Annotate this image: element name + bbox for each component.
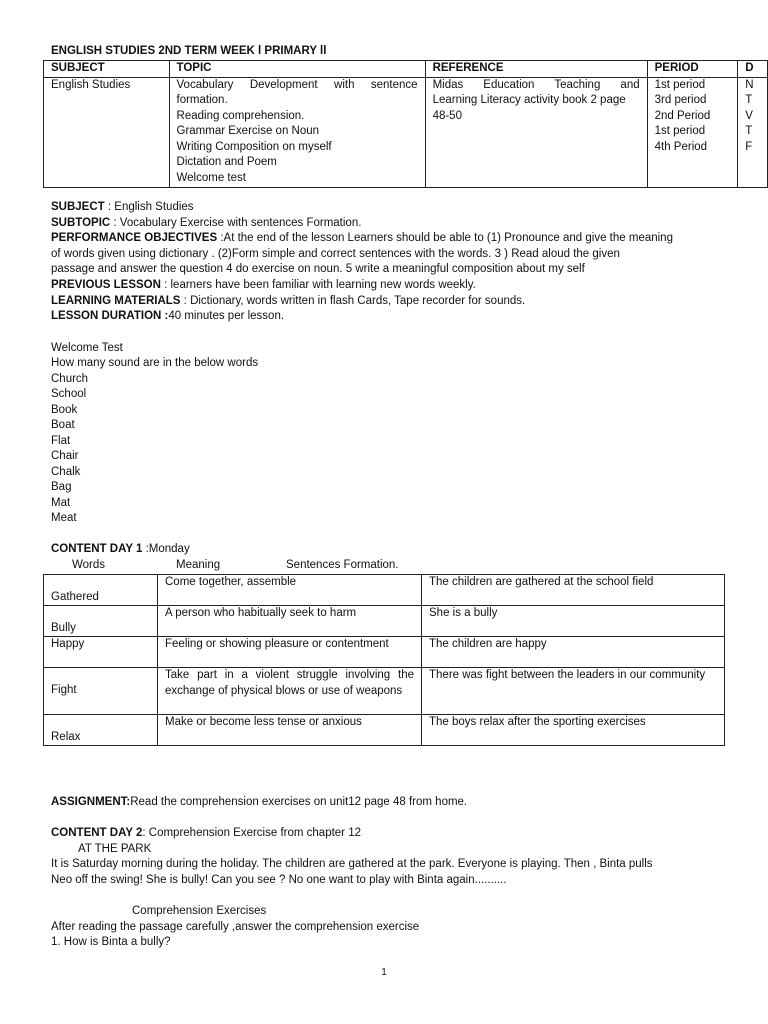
topic-line: Writing Composition on myself [176,140,332,153]
table-row [44,715,725,746]
objectives-text: passage and answer the question 4 do exercise on noun. 5 write a meaningful composition about my self [51,263,585,275]
day2-value: : Comprehension Exercise from chapter 12 [142,827,361,839]
day2-heading [51,826,361,842]
passage-text: It is Saturday morning during the holiday. The children are gathered at the park. Everyone is playing. Then , Binta pulls [51,858,653,870]
vocab-word: Relax [44,715,158,746]
objectives-line [51,231,673,247]
plan-period-cell [647,77,738,187]
objectives-label: PERFORMANCE OBJECTIVES [51,232,218,244]
subject-label: SUBJECT [51,201,105,213]
vocabulary-table [43,574,725,746]
day-line: V [745,109,753,122]
vocab-word: Gathered [44,575,158,606]
previous-lesson-line [51,278,476,294]
subtopic-value: : Vocabulary Exercise with sentences Formation. [110,217,362,229]
duration-line [51,309,284,325]
day1-value: :Monday [142,543,190,555]
exercise-question: 1. How is Binta a bully? [51,936,171,948]
duration-value: 40 minutes per lesson. [168,310,285,322]
vocab-word: Happy [44,637,158,668]
day1-label: CONTENT DAY 1 [51,543,143,555]
day1-heading [51,542,190,558]
reference-line: Midas Education Teaching and [432,78,640,91]
subject-value: : English Studies [104,201,194,213]
reference-line: 48-50 [432,109,462,122]
table-row [44,668,725,715]
previous-lesson-label: PREVIOUS LESSON [51,279,161,291]
plan-header-reference: REFERENCE [425,61,647,78]
passage-text: Neo off the swing! She is bully! Can you see ? No one want to play with Binta again.......... [51,874,507,886]
period-line: 1st period [654,78,706,91]
vocab-meaning: Come together, assemble [158,575,422,606]
topic-line: Dictation and Poem [176,156,277,168]
plan-topic-cell [169,77,425,187]
welcome-word: Flat [51,435,71,447]
vocab-word: Bully [44,606,158,637]
vocab-sentence: There was fight between the leaders in our community [422,668,725,715]
materials-label: LEARNING MATERIALS [51,295,181,307]
topic-line: Reading comprehension. [176,109,305,122]
objectives-text: :At the end of the lesson Learners should be able to (1) Pronounce and give the meaning [217,232,673,244]
subtopic-label: SUBTOPIC [51,217,111,229]
col-words-heading: Words [72,559,106,571]
day2-label: CONTENT DAY 2 [51,827,143,839]
welcome-word: Chalk [51,466,81,478]
day-line: F [745,140,753,153]
vocab-sentence: She is a bully [422,606,725,637]
welcome-word: Book [51,404,78,416]
welcome-word: Mat [51,497,71,509]
materials-value: : Dictionary, words written in flash Cards, Tape recorder for sounds. [180,295,526,307]
plan-subject: English Studies [51,78,131,91]
period-line: 4th Period [654,140,708,153]
welcome-word: School [51,388,87,400]
subtopic-line [51,216,361,232]
plan-day-cell [738,77,768,187]
welcome-word: Meat [51,512,77,524]
col-meaning-heading: Meaning [176,559,221,571]
objectives-text: of words given using dictionary . (2)Form simple and correct sentences with the words. 3 ) Read aloud the given [51,248,620,260]
vocab-sentence: The children are gathered at the school field [422,575,725,606]
day-line: N [745,78,754,91]
period-line: 2nd Period [654,109,711,122]
vocab-meaning: Feeling or showing pleasure or contentment [158,637,422,668]
day-line: T [745,125,753,137]
welcome-word: Church [51,373,89,385]
table-row [44,606,725,637]
vocab-sentence: The boys relax after the sporting exercises [422,715,725,746]
plan-header-subject: SUBJECT [44,61,170,78]
document-title: ENGLISH STUDIES 2ND TERM WEEK l PRIMARY ll [51,45,327,57]
plan-reference-cell [425,77,647,187]
plan-header-period: PERIOD [647,61,738,78]
previous-lesson-value: : learners have been familiar with learning new words weekly. [160,279,476,291]
exercise-instruction: After reading the passage carefully ,answer the comprehension exercise [51,921,420,933]
exercise-title: Comprehension Exercises [132,905,267,917]
subject-line [51,200,194,216]
plan-header-day: D [738,61,768,78]
vocab-sentence: The children are happy [422,637,725,668]
table-row [44,575,725,606]
welcome-word: Bag [51,481,72,493]
duration-label: LESSON DURATION : [51,310,169,322]
welcome-title: Welcome Test [51,342,123,354]
lesson-plan-table [43,60,768,188]
period-line: 3rd period [654,94,707,106]
welcome-word: Chair [51,450,79,462]
welcome-question: How many sound are in the below words [51,357,259,369]
topic-line: Welcome test [176,171,246,184]
table-row [44,637,725,668]
reference-line: Learning Literacy activity book 2 page [432,94,626,106]
assignment-label: ASSIGNMENT: [51,796,131,808]
page-number: 1 [381,967,387,978]
plan-header-topic: TOPIC [169,61,425,78]
day-line: T [745,94,753,106]
col-sentence-heading: Sentences Formation. [286,559,399,571]
vocab-meaning: Make or become less tense or anxious [158,715,422,746]
topic-line: Grammar Exercise on Noun [176,125,320,137]
materials-line [51,294,525,310]
welcome-word: Boat [51,419,75,431]
vocab-word: Fight [44,668,158,715]
vocab-meaning: Take part in a violent struggle involving the exchange of physical blows or use of weapons [158,668,422,715]
topic-line: formation. [176,94,228,106]
topic-line: Vocabulary Development with sentence [176,78,418,91]
period-line: 1st period [654,125,706,137]
passage-title: AT THE PARK [78,843,152,855]
assignment-line [51,795,467,811]
assignment-value: Read the comprehension exercises on unit12 page 48 from home. [130,796,468,808]
vocab-meaning: A person who habitually seek to harm [158,606,422,637]
plan-subject-cell [44,77,170,187]
